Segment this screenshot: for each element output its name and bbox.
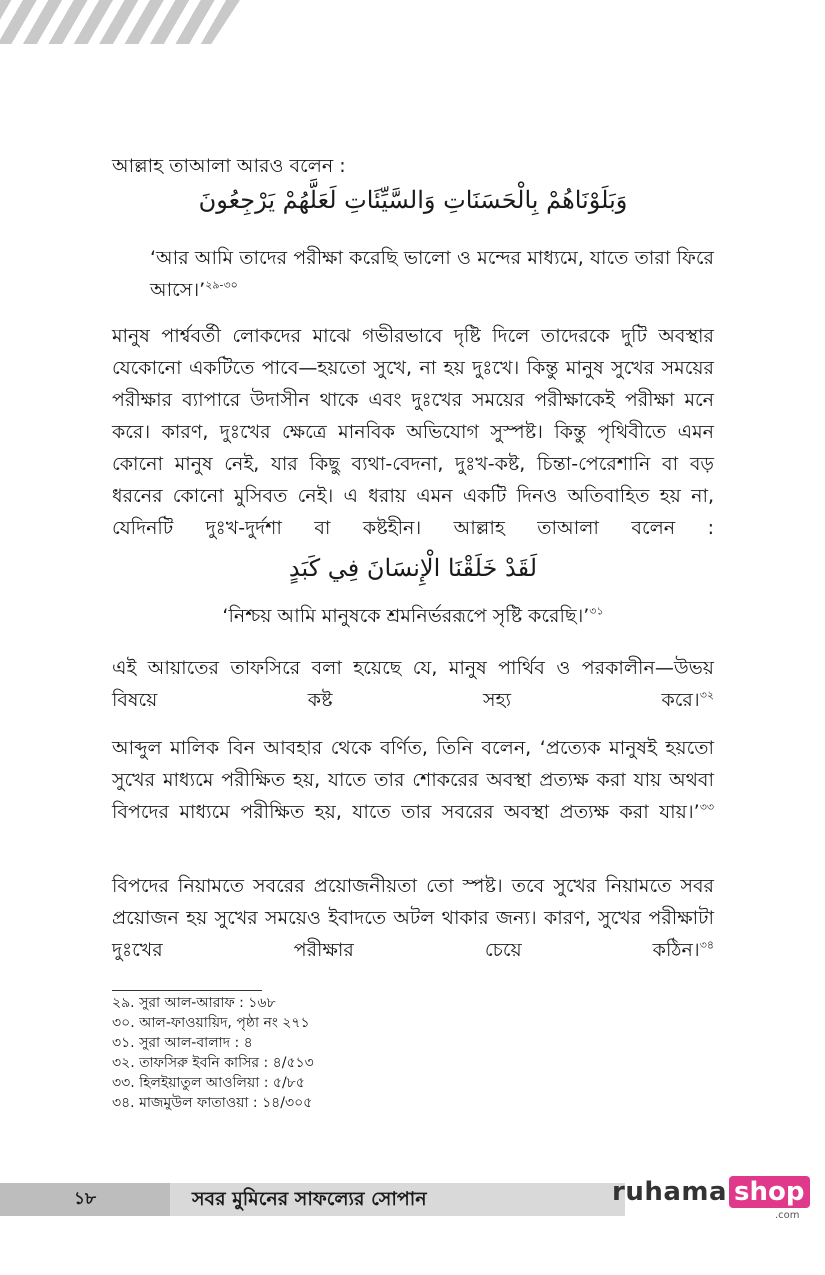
- footnote-list: [112, 993, 512, 1113]
- footnote-item: ৩২. তাফসিরু ইবনি কাসির : ৪/৫১৩: [112, 1055, 314, 1071]
- footnote-item: ৩৪. মাজমুউল ফাতাওয়া : ১৪/৩০৫: [112, 1095, 313, 1111]
- quote-translation-2: [112, 600, 714, 632]
- arabic-verse-2: لَقَدْ خَلَقْنَا الْإِنسَانَ فِي كَبَدٍ: [288, 554, 538, 582]
- quote-2-text: ‘নিশ্চয় আমি মানুষকে শ্রমনির্ভররূপে সৃষ্টি করেছি।’: [222, 605, 590, 627]
- page-number: ১৮: [0, 1183, 170, 1216]
- paragraph-4: [112, 870, 714, 966]
- paragraph-3: [112, 732, 714, 828]
- footnote-divider: [112, 990, 262, 991]
- footnote-item: ২৯. সুরা আল-আরাফ : ১৬৮: [112, 995, 276, 1011]
- footnote-item: ৩৩. হিলইয়াতুল আওলিয়া : ৫/৮৫: [112, 1075, 305, 1091]
- paragraph-3-text: আব্দুল মালিক বিন আবহার থেকে বর্ণিত, তিনি বলেন, ‘প্রত্যেক মানুষই হয়তো সুখের মাধ্যমে পরীক্ষিত হয়, যাতে তার শোকরের অবস্থা প্রত্যক্ষ করা যায় অথবা বিপদের মাধ্যমে পরীক্ষিত হয়, যাতে তার সবরের অবস্থা প্রত্যক্ষ করা যায়।’: [112, 737, 714, 823]
- intro-line: আল্লাহ তাআলা আরও বলেন :: [112, 155, 346, 177]
- paragraph-4-text: বিপদের নিয়ামতে সবরের প্রয়োজনীয়তা তো স্পষ্ট। তবে সুখের নিয়ামতে সবর প্রয়োজন হয় সুখের সময়েও ইবাদতে অটল থাকার জন্য। কারণ, সুখের পরীক্ষাটা দুঃখের পরীক্ষার চেয়ে কঠিন।: [112, 875, 714, 961]
- footnote-ref-31[interactable]: ৩১: [589, 604, 604, 618]
- footnote-ref-34[interactable]: ৩৪: [699, 938, 714, 952]
- paragraph-1: মানুষ পার্শ্ববর্তী লোকদের মাঝে গভীরভাবে দৃষ্টি দিলে তাদেরকে দুটি অবস্থার যেকোনো একটিতে পাবে—হয়তো সুখে, না হয় দুঃখে। কিন্তু মানুষ সুখের সময়ের পরীক্ষার ব্যাপারে উদাসীন থাকে এবং দুঃখের সময়ের পরীক্ষাকেই পরীক্ষা মনে করে। কারণ, দুঃখের ক্ষেত্রে মানবিক অভিযোগ সুস্পষ্ট। কিন্তু পৃথিবীতে এমন কোনো মানুষ নেই, যার কিছু ব্যথা-বেদনা, দুঃখ-কষ্ট, চিন্তা-পেরেশানি বা বড় ধরনের কোনো মুসিবত নেই। এ ধরায় এমন একটি দিনও অতিবাহিত হয় না, যেদিনটি দুঃখ-দুর্দশা বা কষ্টহীন। আল্লাহ তাআলা বলেন :: [112, 325, 714, 539]
- paragraph-2: [112, 652, 714, 716]
- footnote-ref-33[interactable]: ৩৩: [699, 800, 714, 814]
- header-stripes-decoration: [0, 0, 240, 44]
- logo-main-text: ruhama: [612, 1177, 728, 1207]
- arabic-verse-1: وَبَلَوْنَاهُمْ بِالْحَسَنَاتِ وَالسَّيِّئَاتِ لَعَلَّهُمْ يَرْجِعُونَ: [198, 186, 628, 214]
- quote-1-text: ‘আর আমি তাদের পরীক্ষা করেছি ভালো ও মন্দের মাধ্যমে, যাতে তারা ফিরে আসে।’: [150, 247, 714, 301]
- running-title: সবর মুমিনের সাফল্যের সোপান: [192, 1188, 427, 1210]
- footnote-item: ৩১. সুরা আল-বালাদ : ৪: [112, 1035, 253, 1051]
- footnote-ref-29-30[interactable]: ২৯-৩০: [205, 278, 238, 292]
- logo-domain-suffix: .com: [774, 1210, 800, 1221]
- paragraph-2-text: এই আয়াতের তাফসিরে বলা হয়েছে যে, মানুষ পার্থিব ও পরকালীন—উভয় বিষয়ে কষ্ট সহ্য করে।: [112, 657, 714, 711]
- ruhamashop-logo[interactable]: [612, 1172, 810, 1221]
- logo-shop-badge: shop: [729, 1176, 809, 1208]
- footnote-item: ৩০. আল-ফাওয়ায়িদ, পৃষ্ঠা নং ২৭১: [112, 1015, 310, 1031]
- footnote-ref-32[interactable]: ৩২: [699, 688, 714, 702]
